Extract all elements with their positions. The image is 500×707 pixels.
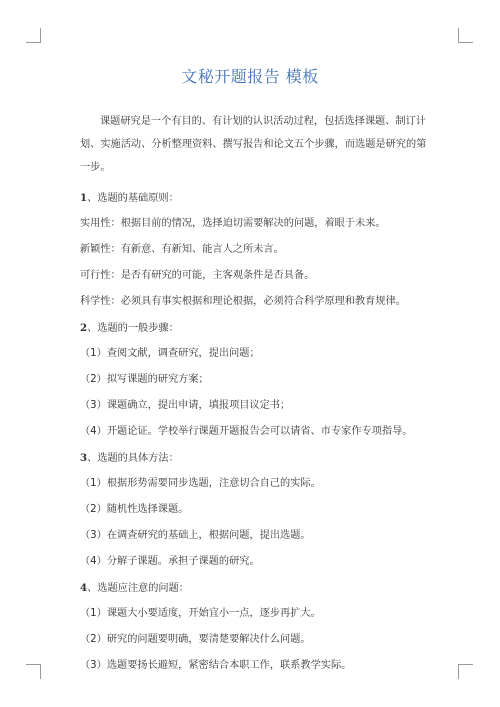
crop-mark-bottom-left <box>26 664 41 679</box>
section-heading-text: 、选题的基础原则： <box>87 193 179 204</box>
list-item: （3）课题确立，提出申请，填报项目议定书； <box>80 400 291 411</box>
crop-mark-bottom-right <box>458 664 473 679</box>
section-number: 1 <box>80 192 88 204</box>
section-number: 3 <box>80 452 88 464</box>
section-number: 4 <box>80 582 88 594</box>
section-heading-text: 、选题的一般步骤： <box>87 323 179 334</box>
crop-mark-top-left <box>26 28 41 43</box>
list-item: （2）拟写课题的研究方案； <box>80 374 209 385</box>
list-item: 可行性：是否有研究的可能，主客观条件是否具备。 <box>80 270 315 281</box>
section-heading <box>80 315 436 341</box>
section-heading <box>80 185 436 211</box>
section-number: 2 <box>80 322 88 334</box>
list-item: （1）查阅文献，调查研究，提出问题； <box>80 348 260 359</box>
list-item: （2）研究的问题要明确，要清楚要解决什么问题。 <box>80 634 311 645</box>
list-item: 实用性：根据目前的情况，选择迫切需要解决的问题，着眼于未来。 <box>80 218 386 229</box>
section-heading-text: 、选题的具体方法： <box>87 453 179 464</box>
list-item: （1）根据形势需要同步选题，注意切合自己的实际。 <box>80 478 321 489</box>
crop-mark-top-right <box>458 28 473 43</box>
intro-paragraph: 课题研究是一个有目的、有计划的认识活动过程，包括选择课题、制订计划、实施活动、分析整理资料、撰写报告和论文五个步骤，而选题是研究的第一步。 <box>80 116 427 173</box>
list-item: （1）课题大小要适度，开始宜小一点，逐步再扩大。 <box>80 608 321 619</box>
list-item: 新颖性：有新意、有新知、能言人之所未言。 <box>80 244 284 255</box>
list-item: 科学性：必须具有事实根据和理论根据，必须符合科学原理和教育规律。 <box>80 296 406 307</box>
section-heading-text: 、选题应注意的问题： <box>87 583 189 594</box>
section-heading <box>80 445 436 471</box>
document-body <box>80 110 436 679</box>
document-title: 文秘开题报告 模板 <box>181 67 319 86</box>
list-item: （4）分解子课题。承担子课题的研究。 <box>80 556 260 567</box>
list-item: （3）选题要扬长避短，紧密结合本职工作，联系教学实际。 <box>80 660 352 671</box>
section-heading <box>80 575 436 601</box>
list-item: （4）开题论证。学校举行课题开题报告会可以请省、市专家作专项指导。 <box>80 426 413 437</box>
list-item: （3）在调查研究的基础上，根据问题，提出选题。 <box>80 530 311 541</box>
list-item: （2）随机性选择课题。 <box>80 504 189 515</box>
